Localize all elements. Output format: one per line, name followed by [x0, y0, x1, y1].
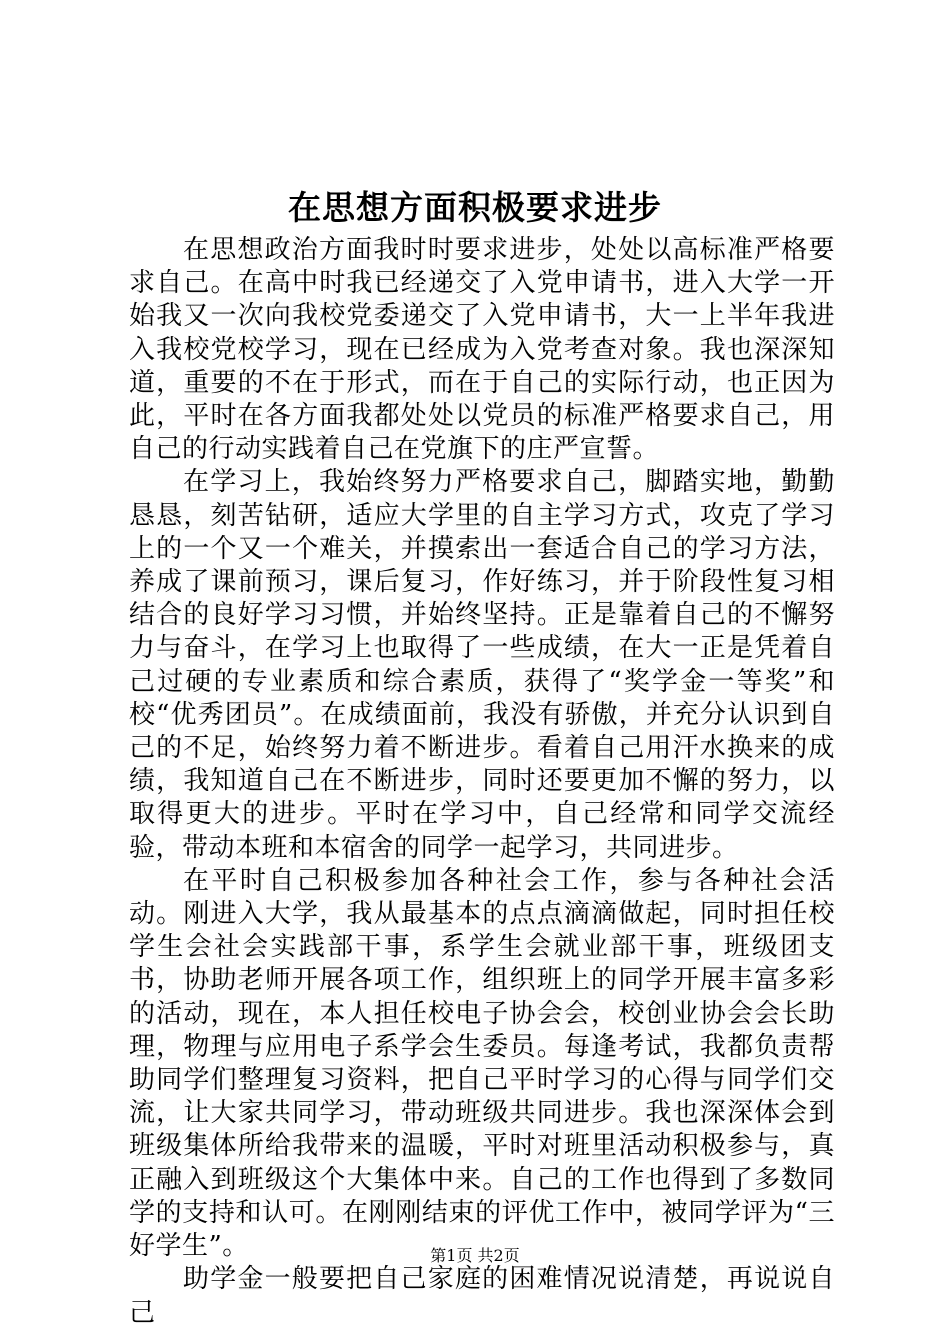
- paragraph-social-work: 在平时自己积极参加各种社会工作，参与各种社会活动。刚进入大学，我从最基本的点点滴滴做起，同时担任校学生会社会实践部干事，系学生会就业部干事，班级团支书，协助老师开展各项工作，组织班上的同学开展丰富多彩的活动，现在，本人担任校电子协会会，校创业协会会长助理，物理与应用电子系学会生委员。每逢考试，我都负责帮助同学们整理复习资料，把自己平时学习的心得与同学们交流，让大家共同学习，带动班级共同进步。我也深深体会到班级集体所给我带来的温暖，平时对班里活动积极参与，真正融入到班级这个大集体中来。自己的工作也得到了多数同学的支持和认可。在刚刚结束的评优工作中，被同学评为“三好学生”。: [129, 865, 835, 1262]
- page-number-footer: 第1页 共2页: [430, 1246, 520, 1265]
- paragraph-study: 在学习上，我始终努力严格要求自己，脚踏实地，勤勤恳恳，刻苦钻研，适应大学里的自主学习方式，攻克了学习上的一个又一个难关，并摸索出一套适合自己的学习方法，养成了课前预习，课后复习，作好练习，并于阶段性复习相结合的良好学习习惯，并始终坚持。正是靠着自己的不懈努力与奋斗，在学习上也取得了一些成绩，在大一正是凭着自己过硬的专业素质和综合素质，获得了“奖学金一等奖”和校“优秀团员”。在成绩面前，我没有骄傲，并充分认识到自己的不足，始终努力着不断进步。看着自己用汗水换来的成绩，我知道自己在不断进步，同时还要更加不懈的努力，以取得更大的进步。平时在学习中，自己经常和同学交流经验，带动本班和本宿舍的同学一起学习，共同进步。: [129, 467, 835, 863]
- paragraph-grant: 助学金一般要把自己家庭的困难情况说清楚，再说说自己: [129, 1264, 835, 1328]
- document-body: [129, 234, 835, 1330]
- page-title: 在思想方面积极要求进步: [288, 188, 662, 227]
- paragraph-thought: 在思想政治方面我时时要求进步，处处以高标准严格要求自己。在高中时我已经递交了入党申请书，进入大学一开始我又一次向我校党委递交了入党申请书，大一上半年我进入我校党校学习，现在已经成为入党考查对象。我也深深知道，重要的不在于形式，而在于自己的实际行动，也正因为此，平时在各方面我都处处以党员的标准严格要求自己，用自己的行动实践着自己在党旗下的庄严宣誓。: [129, 235, 835, 465]
